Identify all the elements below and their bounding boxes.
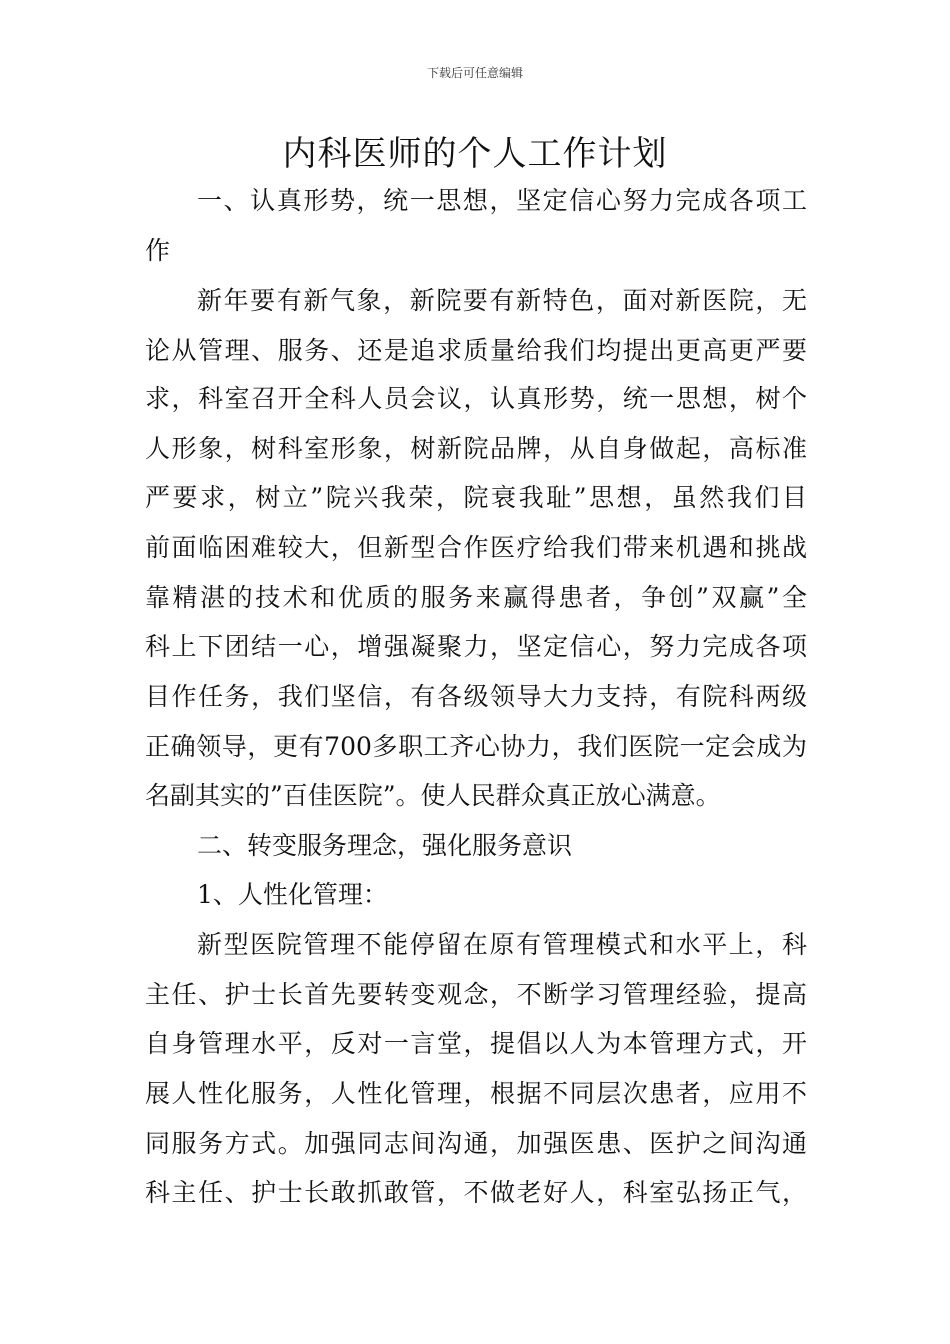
body-line: 人形象，树科室形象，树新院品牌，从自身做起，高标准: [145, 434, 807, 463]
subsection-heading: 1、人性化管理：: [197, 880, 388, 909]
body-line: 目作任务，我们坚信，有各级领导大力支持，有院科两级: [145, 682, 807, 711]
body-line: 主任、护士长首先要转变观念，不断学习管理经验，提高: [145, 980, 807, 1009]
body-line: 新型医院管理不能停留在原有管理模式和水平上，科: [197, 930, 807, 959]
body-line: 展人性化服务，人性化管理，根据不同层次患者，应用不: [145, 1079, 807, 1108]
body-line: 科主任、护士长敢抓敢管，不做老好人，科室弘扬正气，: [145, 1178, 807, 1207]
section-heading: 二、转变服务理念，强化服务意识: [197, 831, 573, 860]
document-title: 内科医师的个人工作计划: [282, 134, 668, 174]
body-line: 严要求，树立”院兴我荣，院衰我耻”思想，虽然我们目: [145, 483, 807, 512]
body-line: 前面临困难较大，但新型合作医疗给我们带来机遇和挑战: [145, 533, 807, 562]
body-line: 科上下团结一心，增强凝聚力，坚定信心，努力完成各项: [145, 632, 807, 661]
body-line: 求，科室召开全科人员会议，认真形势，统一思想，树个: [145, 384, 807, 413]
body-line: 名副其实的”百佳医院”。使人民群众真正放心满意。: [145, 781, 721, 810]
body-line: 作: [145, 236, 171, 265]
body-line: 靠精湛的技术和优质的服务来赢得患者，争创”双赢”全: [145, 583, 807, 612]
body-line: 同服务方式。加强同志间沟通，加强医患、医护之间沟通: [145, 1129, 807, 1158]
body-line: 论从管理、服务、还是追求质量给我们均提出更高更严要: [145, 336, 807, 365]
header-note: 下载后可任意编辑: [426, 66, 523, 80]
body-line: 自身管理水平，反对一言堂，提倡以人为本管理方式，开: [145, 1029, 807, 1058]
body-line: 一、认真形势，统一思想，坚定信心努力完成各项工: [197, 186, 807, 215]
body-line: 正确领导，更有700多职工齐心协力，我们医院一定会成为: [145, 732, 807, 761]
body-line: 新年要有新气象，新院要有新特色，面对新医院，无: [197, 286, 807, 315]
